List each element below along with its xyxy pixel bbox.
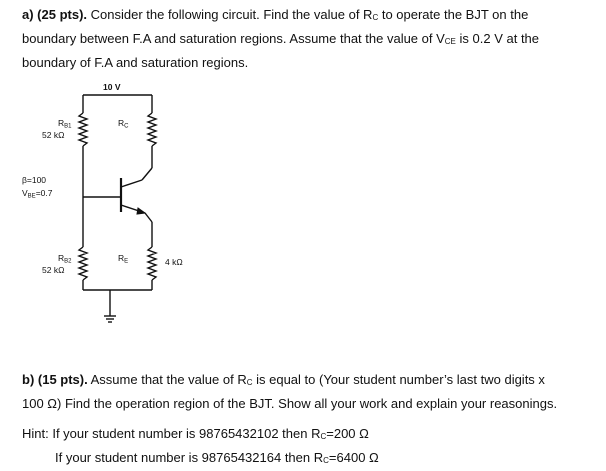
collector-lead <box>142 168 152 180</box>
re-label: RE <box>118 253 129 265</box>
rc-subscript: C <box>246 378 253 387</box>
rb1-label: RB1 <box>58 118 72 130</box>
rc-subscript: C <box>372 13 379 22</box>
part-a-label: a) (25 pts). <box>22 7 88 22</box>
re-value: 4 kΩ <box>165 257 183 267</box>
hint-line-2: If your student number is 98765432164 then RC=6400 Ω <box>55 450 379 465</box>
supply-voltage-label: 10 V <box>103 82 121 92</box>
hint-text <box>22 423 582 471</box>
part-b-line-2: 100 Ω) Find the operation region of the BJT. Show all your work and explain your reasonings. <box>22 396 558 411</box>
hint-line-1: Hint: If your student number is 98765432102 then RC=200 Ω <box>22 426 369 441</box>
part-b-line-1: b) (15 pts). Assume that the value of RC is equal to (Your student number’s last two digits x <box>22 372 545 387</box>
emitter-arrow <box>137 208 145 214</box>
rb2-value: 52 kΩ <box>42 265 65 275</box>
vbe-label: VBE=0.7 <box>22 188 53 200</box>
emitter-lead <box>145 213 152 222</box>
collector-diagonal <box>121 180 142 187</box>
part-b-question <box>22 369 592 414</box>
rb1-value: 52 kΩ <box>42 130 65 140</box>
vce-subscript: CE <box>444 37 456 46</box>
rc-subscript: C <box>320 432 327 441</box>
rc-subscript: C <box>323 456 329 465</box>
part-a-line-1: a) (25 pts). Consider the following circuit. Find the value of RC to operate the BJT on the <box>22 7 529 22</box>
part-a-line-3: boundary of F.A and saturation regions. <box>22 55 249 70</box>
part-b-label: b) (15 pts). <box>22 372 88 387</box>
rb2-label: RB2 <box>58 253 72 265</box>
rc-resistor <box>148 113 156 146</box>
rb2-resistor <box>79 247 87 280</box>
part-a-line-2: boundary between F.A and saturation regions. Assume that the value of VCE is 0.2 V at the <box>22 31 540 46</box>
re-resistor <box>148 247 156 280</box>
circuit-wires <box>79 95 156 322</box>
rb1-resistor <box>79 113 87 146</box>
rc-label: RC <box>118 118 129 130</box>
beta-label: β=100 <box>22 175 47 185</box>
